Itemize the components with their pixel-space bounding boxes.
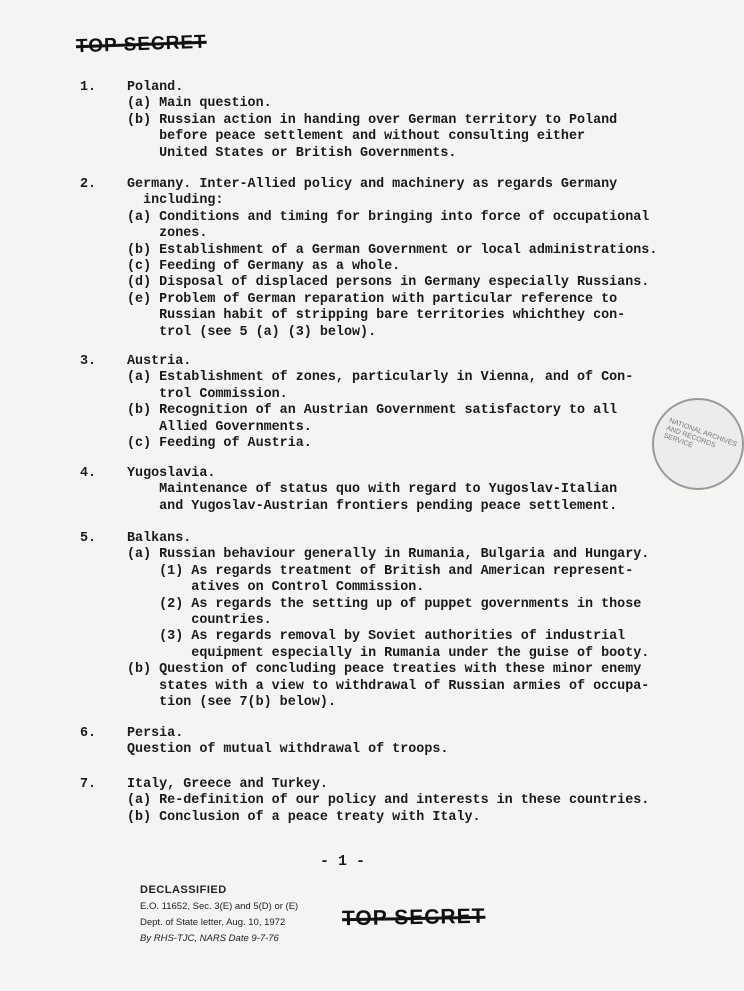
item-line: (b) Establishment of a German Government or local administrations. <box>127 242 658 258</box>
item-line: (a) Main question. <box>127 96 272 112</box>
item-line: (b) Question of concluding peace treaties with these minor enemy <box>127 662 642 678</box>
item-number: 3. <box>80 354 97 369</box>
archive-seal-icon <box>652 398 744 490</box>
declassification-block <box>140 884 298 944</box>
top-secret-stamp-footer: TOP SECRET <box>341 904 486 931</box>
item-line: trol Commission. <box>127 386 288 402</box>
item-line: states with a view to withdrawal of Russian armies of occupa- <box>127 678 650 694</box>
item-title: Austria. <box>127 354 192 369</box>
item-line: (c) Feeding of Austria. <box>127 436 312 451</box>
item-number: 7. <box>80 777 97 792</box>
item-line: Maintenance of status quo with regard to Yugoslav-Italian <box>127 482 618 498</box>
item-number: 6. <box>80 726 97 741</box>
item-line: (a) Conditions and timing for bringing into force of occupational <box>127 209 650 225</box>
item-line: before peace settlement and without consulting either <box>127 129 586 145</box>
item-number: 1. <box>80 80 97 95</box>
item-title: Persia. <box>127 726 184 741</box>
item-number: 2. <box>80 177 97 192</box>
page-number: - 1 - <box>320 853 366 870</box>
item-line: Russian habit of stripping bare territories whichthey con- <box>127 308 626 324</box>
item-line: (e) Problem of German reparation with particular reference to <box>127 291 618 307</box>
top-secret-stamp: TOP SECRET <box>75 31 208 58</box>
item-title: Germany. Inter-Allied policy and machinery as regards Germany <box>127 177 618 192</box>
item-title: Yugoslavia. <box>127 466 216 481</box>
item-line: (d) Disposal of displaced persons in Germany especially Russians. <box>127 275 650 291</box>
item-number: 4. <box>80 466 97 481</box>
item-line: Allied Governments. <box>127 419 312 435</box>
item-line: atives on Control Commission. <box>127 580 425 596</box>
item-line: including: <box>127 193 224 209</box>
item-line: (a) Establishment of zones, particularly in Vienna, and of Con- <box>127 370 634 386</box>
archive-seal-text: NATIONAL ARCHIVES AND RECORDS SERVICE <box>662 417 738 450</box>
item-number: 5. <box>80 531 97 546</box>
item-line: (3) As regards removal by Soviet authorities of industrial <box>127 629 626 645</box>
item-line: United States or British Governments. <box>127 145 457 161</box>
item-title: Italy, Greece and Turkey. <box>127 777 328 792</box>
item-line: countries. <box>127 613 272 628</box>
item-title: Balkans. <box>127 531 192 546</box>
item-line: Question of mutual withdrawal of troops. <box>127 742 449 758</box>
item-line: and Yugoslav-Austrian frontiers pending peace settlement. <box>127 498 618 514</box>
item-line: (1) As regards treatment of British and American represent- <box>127 563 634 579</box>
item-line: (a) Re-definition of our policy and interests in these countries. <box>127 793 650 809</box>
item-title: Poland. <box>127 80 184 95</box>
item-line: (b) Russian action in handing over German territory to Poland <box>127 112 618 128</box>
item-line: (c) Feeding of Germany as a whole. <box>127 259 401 274</box>
item-line: (2) As regards the setting up of puppet governments in those <box>127 596 642 612</box>
declassification-by: By RHS-TJC, NARS Date 9-7-76 <box>140 933 279 944</box>
declassified-label: DECLASSIFIED <box>140 884 227 896</box>
item-line: (b) Recognition of an Austrian Government satisfactory to all <box>127 403 618 419</box>
item-line: equipment especially in Rumania under the guise of booty. <box>127 645 650 661</box>
item-line: zones. <box>127 226 208 242</box>
item-line: trol (see 5 (a) (3) below). <box>127 324 377 340</box>
declassification-authority: E.O. 11652, Sec. 3(E) and 5(D) or (E) <box>140 901 299 912</box>
item-line: (a) Russian behaviour generally in Rumania, Bulgaria and Hungary. <box>127 547 650 563</box>
item-line: (b) Conclusion of a peace treaty with Italy. <box>127 809 481 825</box>
declassification-letter: Dept. of State letter, Aug. 10, 1972 <box>140 917 286 928</box>
item-line: tion (see 7(b) below). <box>127 695 336 710</box>
